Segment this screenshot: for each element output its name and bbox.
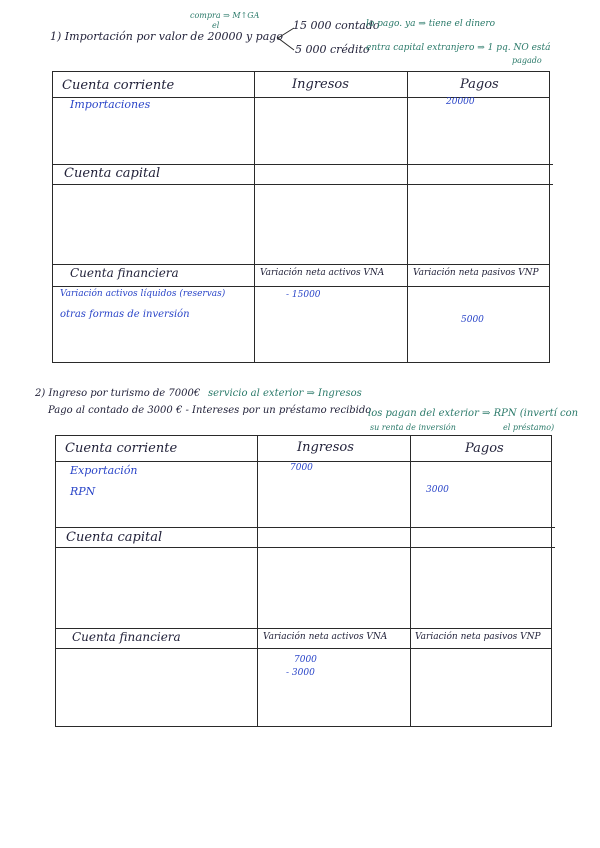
t1-value-importaciones-pagos: 20000 bbox=[446, 97, 475, 107]
ex2-title-note: servicio al exterior ⇒ Ingresos bbox=[208, 388, 362, 399]
ex1-line2-note2: pagado bbox=[512, 56, 542, 65]
t1-row-importaciones: Importaciones bbox=[70, 98, 151, 111]
t1-header-cuenta-capital: Cuenta capital bbox=[64, 166, 161, 181]
ex2-title: 2) Ingreso por turismo de 7000€ bbox=[35, 388, 201, 399]
ex2-line2-note-b: su renta de inversión bbox=[370, 423, 456, 432]
ex2-line2: Pago al contado de 3000 € - Intereses por un préstamo recibido bbox=[48, 405, 372, 416]
t1-header-cuenta-financiera: Cuenta financiera bbox=[70, 266, 179, 280]
t1-value-fin-vna: - 15000 bbox=[286, 290, 321, 300]
ex1-line1-amount: 15 000 contado bbox=[293, 19, 380, 32]
t2-value-rpn-pagos: 3000 bbox=[426, 485, 449, 495]
t2-row-rpn: RPN bbox=[70, 485, 96, 498]
t2-header-ingresos: Ingresos bbox=[297, 440, 354, 455]
ex1-line2-note: entra capital extranjero ⇒ 1 pq. NO está bbox=[366, 43, 551, 53]
t1-value-fin-vnp: 5000 bbox=[461, 315, 484, 325]
balance-table-2 bbox=[55, 435, 552, 727]
t2-row-exportacion: Exportación bbox=[70, 464, 138, 477]
t2-header-cuenta-corriente: Cuenta corriente bbox=[65, 441, 178, 456]
ex1-note-top: compra ⇒ M↑GA bbox=[190, 11, 260, 20]
ex1-line1-note: lo pago. ya ⇒ tiene el dinero bbox=[366, 19, 496, 29]
t1-header-cuenta-corriente: Cuenta corriente bbox=[62, 78, 175, 93]
t1-header-pagos: Pagos bbox=[460, 77, 499, 92]
t2-value-fin-vna-1: 7000 bbox=[294, 655, 317, 665]
ex2-line2-note: los pagan del exterior ⇒ RPN (invertí con bbox=[368, 408, 579, 419]
t1-row-otras-formas-inversion: otras formas de inversión bbox=[60, 309, 190, 320]
t2-header-vnp: Variación neta pasivos VNP bbox=[415, 632, 541, 642]
ex1-line2-amount: 5 000 crédito bbox=[295, 43, 370, 56]
t2-value-fin-vna-2: - 3000 bbox=[286, 668, 315, 678]
t1-header-vna: Variación neta activos VNA bbox=[260, 268, 385, 278]
t2-value-exportacion-ingresos: 7000 bbox=[290, 463, 313, 473]
t2-header-vna: Variación neta activos VNA bbox=[263, 632, 388, 642]
ex2-line2-note-c: el préstamo) bbox=[503, 423, 555, 432]
t1-header-vnp: Variación neta pasivos VNP bbox=[413, 268, 539, 278]
t1-row-variacion-activos-liquidos: Variación activos líquidos (reservas) bbox=[60, 289, 226, 299]
t2-header-pagos: Pagos bbox=[465, 441, 504, 456]
ex1-note-top-el: el bbox=[212, 21, 220, 30]
t2-header-cuenta-capital: Cuenta capital bbox=[66, 530, 163, 545]
ex1-title: 1) Importación por valor de 20000 y pago bbox=[50, 30, 283, 43]
t1-header-ingresos: Ingresos bbox=[292, 77, 349, 92]
t2-header-cuenta-financiera: Cuenta financiera bbox=[72, 630, 181, 644]
